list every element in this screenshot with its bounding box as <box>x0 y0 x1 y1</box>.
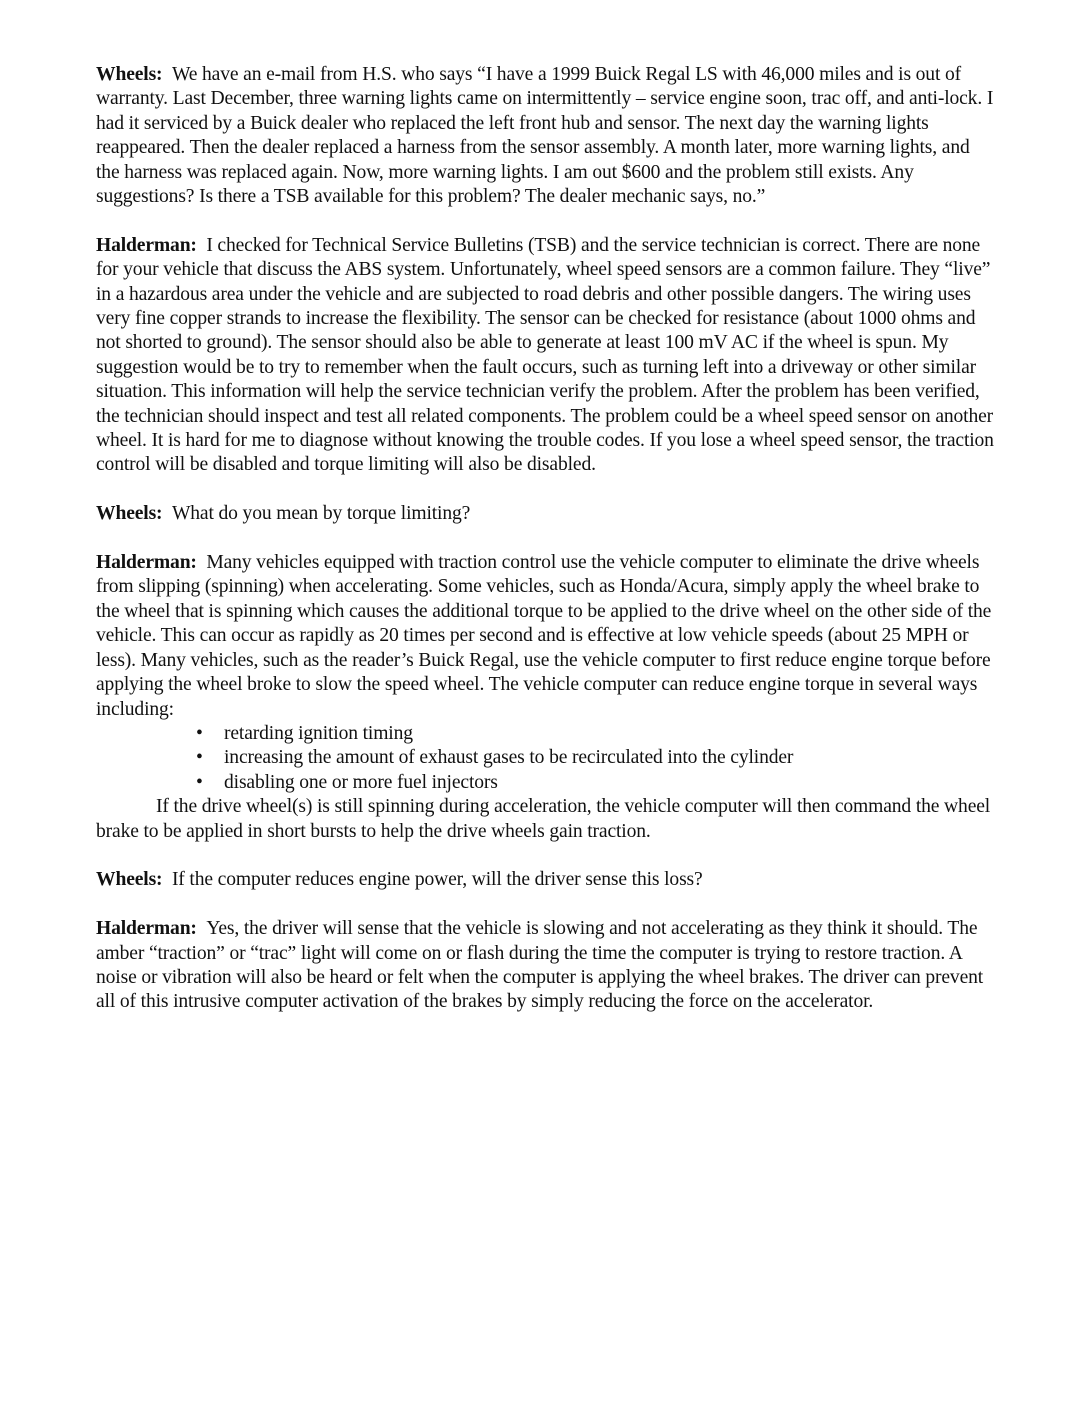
list-item <box>96 771 996 795</box>
paragraph-text: If the computer reduces engine power, will the driver sense this loss? <box>171 869 703 891</box>
torque-reduction-list <box>96 722 996 795</box>
qa-paragraph-wheels-torque-question <box>96 502 996 526</box>
bullet-icon: • <box>196 747 203 769</box>
list-item <box>96 746 996 770</box>
paragraph-text: Yes, the driver will sense that the vehicle is slowing and not accelerating as they think it should. The amber “traction” or “trac” light will come on or flash during the time the computer is trying to restore traction. A noise or vibration will also be heard or felt when the computer is applying the wheel brakes. The driver can prevent all of this intrusive computer activation of the brakes by simply reducing the force on the accelerator. <box>96 918 984 1013</box>
paragraph-body <box>96 551 996 722</box>
list-item-text: retarding ignition timing <box>224 722 413 744</box>
list-item-text: disabling one or more fuel injectors <box>224 771 498 793</box>
speaker-label: Halderman: <box>96 234 197 256</box>
paragraph-continuation: If the drive wheel(s) is still spinning during acceleration, the vehicle computer will then command the wheel brake to be applied in short bursts to help the drive wheels gain traction. <box>96 796 991 842</box>
document-page <box>96 63 996 1039</box>
speaker-label: Halderman: <box>96 552 197 574</box>
paragraph-text: I checked for Technical Service Bulletins (TSB) and the service technician is correct. There are none for your vehicle that discuss the ABS system. Unfortunately, wheel speed sensors are a common failure. They “live” in a hazardous area under the vehicle and are subjected to road debris and other possible dangers. The wiring uses very fine copper strands to increase the flexibility. The sensor can be checked for resistance (about 1000 ohms and not shorted to ground). The sensor should also be able to generate at least 100 mV AC if the wheel is spun. My suggestion would be to try to remember when the fault occurs, such as turning left into a driveway or other similar situation. This information will help the service technician verify the problem. After the problem has been verified, the technician should inspect and test all related components. The problem could be a wheel speed sensor on another wheel. It is hard for me to diagnose without knowing the trouble codes. If you lose a wheel speed sensor, the traction control will be disabled and torque limiting will also be disabled. <box>96 234 994 476</box>
paragraph-text: Many vehicles equipped with traction control use the vehicle computer to eliminate the drive wheels from slipping (spinning) when accelerating. Some vehicles, such as Honda/Acura, simply apply the wheel brake to the wheel that is spinning which causes the additional torque to be applied to the drive wheel on the other side of the vehicle. This can occur as rapidly as 20 times per second and is effective at low vehicle speeds (about 25 MPH or less). Many vehicles, such as the reader’s Buick Regal, use the vehicle computer to first reduce engine torque before applying the wheel broke to slow the speed wheel. The vehicle computer can reduce engine torque in several ways including: <box>96 552 992 720</box>
list-item <box>96 722 996 746</box>
bullet-icon: • <box>196 771 203 793</box>
speaker-label: Wheels: <box>96 64 163 85</box>
list-item-text: increasing the amount of exhaust gases to be recirculated into the cylinder <box>224 747 794 769</box>
qa-paragraph-wheels-power-question <box>96 868 996 892</box>
qa-paragraph-halderman-tsb <box>96 234 996 478</box>
paragraph-text: We have an e-mail from H.S. who says “I have a 1999 Buick Regal LS with 46,000 miles and is out of warranty. Last December, three warning lights came on intermittently – service engine soon, trac off, and anti-lock. I had it serviced by a Buick dealer who replaced the left front hub and sensor. The next day the warning lights reappeared. Then the dealer replaced a harness from the sensor assembly. A month later, more warning lights, and the harness was replaced again. Now, more warning lights. I am out $600 and the problem still exists. Any suggestions? Is there a TSB available for this problem? The dealer mechanic says, no.” <box>96 64 994 208</box>
qa-paragraph-wheels-email <box>96 63 996 209</box>
qa-paragraph-halderman-traction <box>96 551 996 844</box>
qa-paragraph-halderman-driver-sense <box>96 917 996 1015</box>
speaker-label: Halderman: <box>96 918 197 940</box>
speaker-label: Wheels: <box>96 869 163 891</box>
paragraph-text: What do you mean by torque limiting? <box>171 503 471 525</box>
speaker-label: Wheels: <box>96 503 163 525</box>
bullet-icon: • <box>196 722 203 744</box>
